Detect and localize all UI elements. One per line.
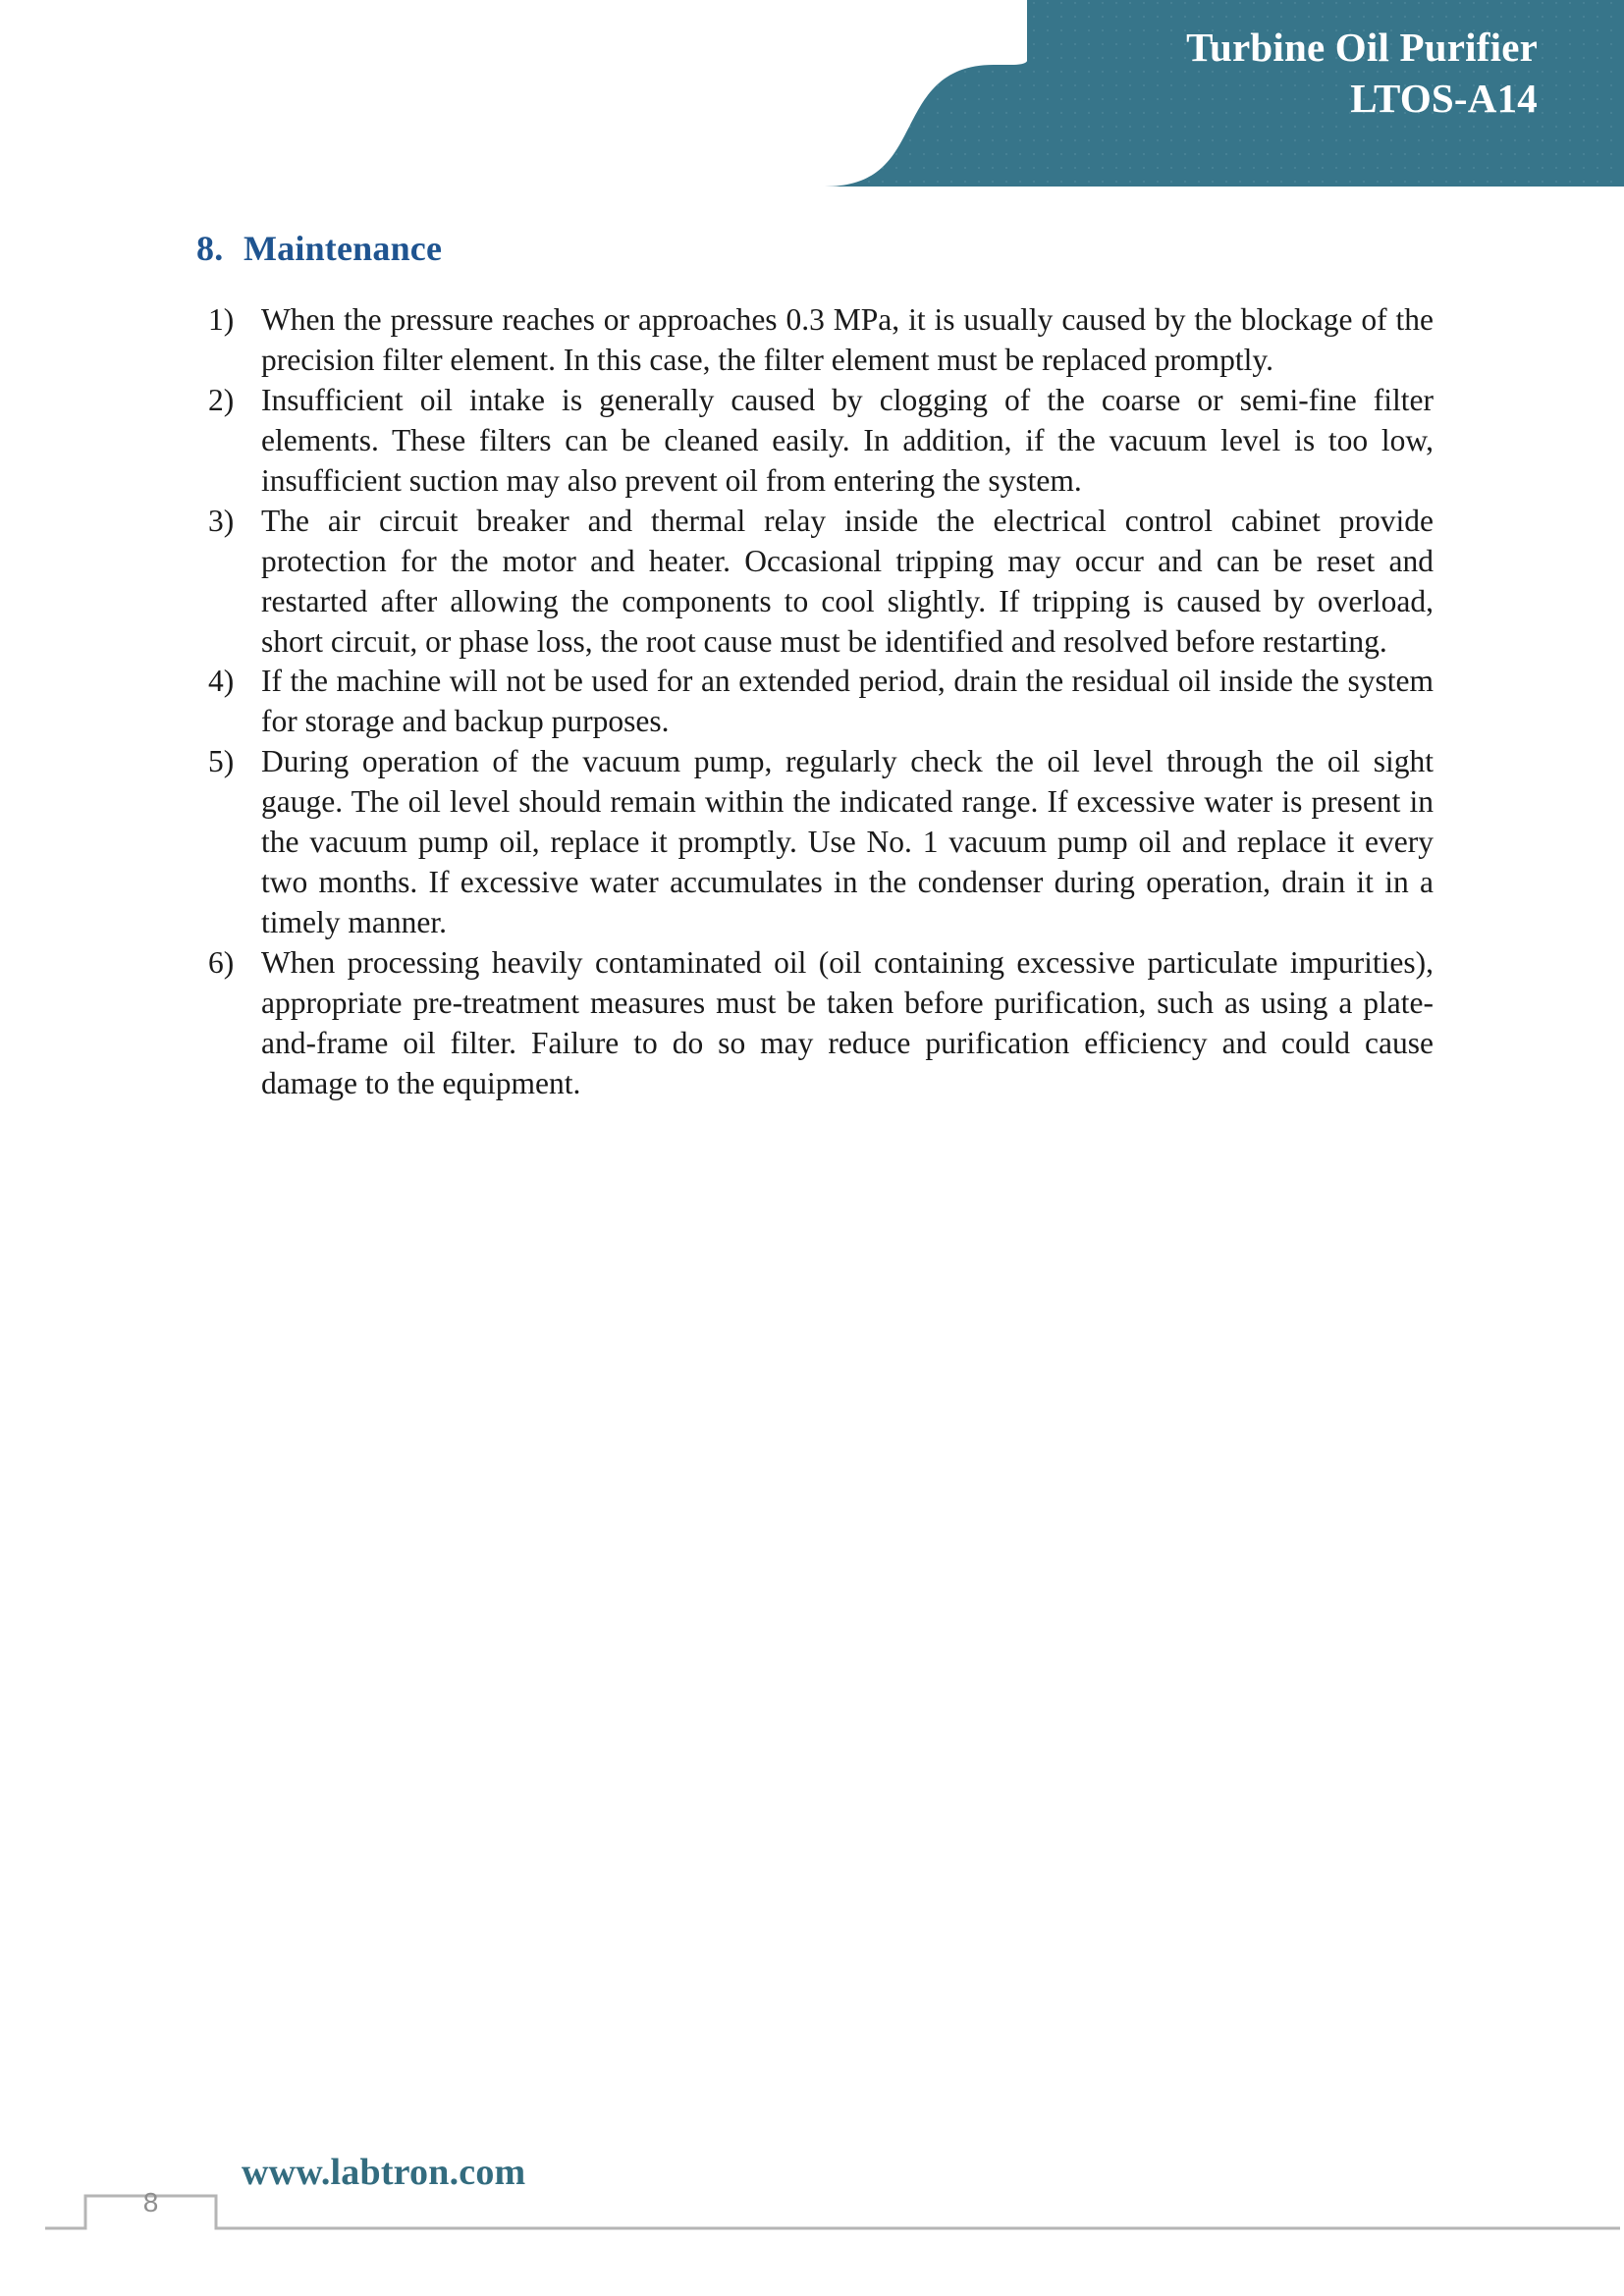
list-item-number: 2): [208, 382, 235, 417]
section-heading: [196, 228, 442, 269]
list-item: [206, 662, 1434, 742]
list-item-text: If the machine will not be used for an extended period, drain the residual oil inside the system for storage and backup purposes.: [261, 664, 1434, 739]
product-name: Turbine Oil Purifier: [1186, 25, 1538, 70]
page-number: 8: [142, 2187, 159, 2217]
list-item-number: 4): [208, 664, 235, 699]
list-item-text: During operation of the vacuum pump, regularly check the oil level through the oil sight gauge. The oil level should remain within the indicated range. If excessive water is present in the vacuum pump oil, replace it promptly. Use No. 1 vacuum pump oil and replace it every two months. If excessive water accumulates in the condenser during operation, drain it in a timely manner.: [261, 744, 1434, 940]
product-model: LTOS-A14: [1350, 76, 1538, 122]
section-title-text: Maintenance: [244, 229, 443, 268]
list-item-number: 1): [208, 302, 235, 337]
list-item-number: 5): [208, 744, 235, 779]
list-item-text: Insufficient oil intake is generally caused by clogging of the coarse or semi-fine filter elements. These filters can be cleaned easily. In addition, if the vacuum level is too low, insufficient suction may also prevent oil from entering the system.: [261, 382, 1434, 498]
list-item: [206, 943, 1434, 1104]
list-item-number: 6): [208, 945, 235, 980]
list-item: [206, 381, 1434, 502]
maintenance-list: [206, 300, 1434, 1104]
list-item-text: The air circuit breaker and thermal relay inside the electrical control cabinet provide protection for the motor and heater. Occasional tripping may occur and can be reset and restarted after allowing the components to cool slightly. If tripping is caused by overload, short circuit, or phase loss, the root cause must be identified and resolved before restarting.: [261, 503, 1434, 659]
list-item-number: 3): [208, 503, 235, 538]
list-item-text: When processing heavily contaminated oil (oil containing excessive particulate impurities), appropriate pre-treatment measures must be taken before purification, such as using a plate-and-frame oil filter. Failure to do so may reduce purification efficiency and could cause damage to the equipment.: [261, 945, 1434, 1100]
website-link[interactable]: www.labtron.com: [242, 2152, 526, 2193]
section-number: 8.: [196, 229, 224, 268]
list-item-text: When the pressure reaches or approaches 0.3 MPa, it is usually caused by the blockage of the precision filter element. In this case, the filter element must be replaced promptly.: [261, 302, 1434, 377]
page-header: [0, 0, 1624, 206]
list-item: [206, 300, 1434, 381]
list-item: [206, 502, 1434, 663]
list-item: [206, 742, 1434, 943]
header-title-block: [1186, 22, 1538, 125]
